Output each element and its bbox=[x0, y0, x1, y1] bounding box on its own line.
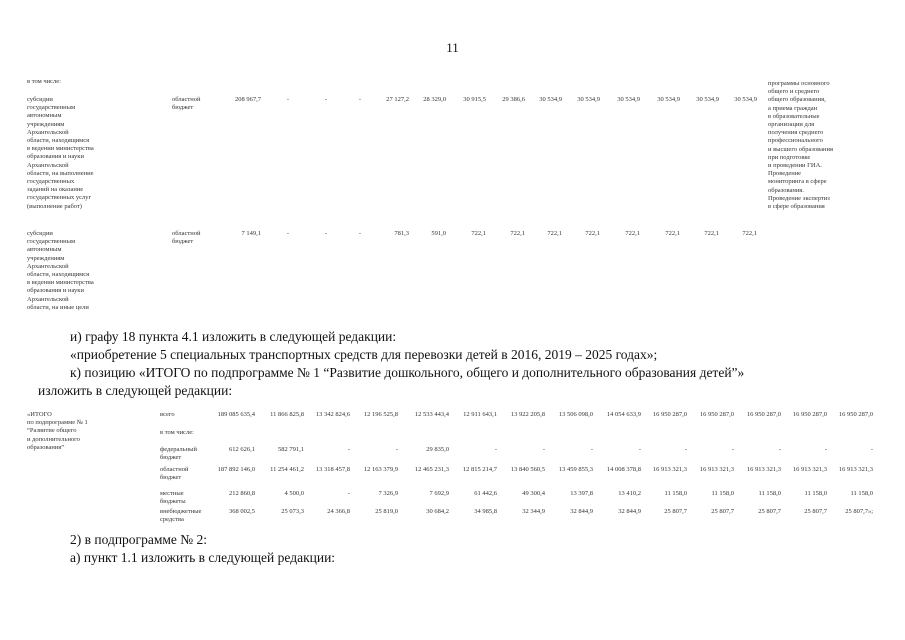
table2-cell: 12 533 443,4 bbox=[414, 411, 449, 418]
table1-row2-value: - bbox=[286, 230, 289, 237]
table2-cell: 16 913 321,3 bbox=[746, 466, 781, 473]
table2-cell: - bbox=[684, 446, 687, 453]
table2-cell: - bbox=[347, 490, 350, 497]
table1-row1-note-line: профессионального bbox=[768, 137, 823, 145]
table2-cell: - bbox=[590, 446, 593, 453]
table1-row1-value: 30 534,9 bbox=[539, 96, 562, 103]
table2-cell: 25 807,7 bbox=[758, 508, 781, 515]
table1-row1-note-line: организации для bbox=[768, 121, 815, 129]
table2-cell: 11 866 825,8 bbox=[270, 411, 304, 418]
table2-row-label-line: бюджет bbox=[160, 474, 182, 482]
table2-cell: 12 163 379,9 bbox=[363, 466, 398, 473]
table1-row1-name-line: области, находящимся bbox=[27, 137, 90, 145]
table1-row1-value: 30 534,9 bbox=[657, 96, 680, 103]
table1-row1-name-line: государственным bbox=[27, 104, 76, 112]
table1-row1-value: 30 915,5 bbox=[463, 96, 486, 103]
paragraph-i-quote: «приобретение 5 специальных транспортных средств для перевозки детей в 2016, 2019 – 2025 годах»; bbox=[70, 347, 658, 362]
table2-cell: 16 913 321,3 bbox=[652, 466, 687, 473]
paragraph-k-line1: к) позицию «ИТОГО по подпрограмме № 1 “Развитие дошкольного, общего и дополнительного образования детей”» bbox=[70, 365, 745, 380]
table1-row1-note-line: Проведение экспертиз bbox=[768, 194, 830, 202]
table2-row-label-line: федеральный bbox=[160, 446, 197, 453]
table1-row1-name-line: Архангельской bbox=[27, 128, 69, 136]
table2-row-label-line: местные bbox=[160, 490, 184, 497]
table2-row-label bbox=[160, 429, 220, 437]
table1-row1-value: 30 534,9 bbox=[617, 96, 640, 103]
table2-cell: - bbox=[731, 446, 734, 453]
table1-row2-name-line: государственным bbox=[27, 238, 76, 246]
table2-cell: - bbox=[824, 446, 827, 453]
table2-cell: 34 985,8 bbox=[474, 508, 497, 515]
table1-row1-note-line: и проведении ГИА. bbox=[768, 162, 822, 170]
table2-cell: 12 815 214,7 bbox=[462, 466, 497, 473]
table2-cell: 16 950 287,0 bbox=[792, 411, 827, 418]
table1-row1-note bbox=[768, 80, 878, 211]
table2-cell: 12 911 643,1 bbox=[463, 411, 497, 418]
table2-cell: - bbox=[494, 446, 497, 453]
table1-row1-name-line: субсидии bbox=[27, 96, 53, 103]
table2-cell: 24 366,8 bbox=[327, 508, 350, 515]
table2-row-label-line: областной bbox=[160, 466, 189, 473]
table1-row1-name-line: области, на выполнение bbox=[27, 169, 94, 177]
table2-cell: 212 860,8 bbox=[229, 490, 255, 497]
table2-title bbox=[27, 411, 137, 452]
table2-cell: 32 344,9 bbox=[522, 508, 545, 515]
table1-row1-name-line: государственных bbox=[27, 178, 75, 186]
table1-row2-value: 781,3 bbox=[394, 230, 409, 237]
table2-title-line: “Развитие общего bbox=[27, 427, 77, 435]
table1-row2-value: 722,1 bbox=[742, 230, 757, 237]
page-number: 11 bbox=[446, 40, 459, 55]
table2-cell: 13 922 205,8 bbox=[510, 411, 545, 418]
table1-row2-value: 722,1 bbox=[704, 230, 719, 237]
table1-row2-value: 7 149,1 bbox=[241, 230, 261, 237]
table2-cell: 11 254 461,2 bbox=[270, 466, 304, 473]
table2-cell: 11 158,0 bbox=[758, 490, 781, 497]
table1-row2-name-line: учреждениям bbox=[27, 254, 65, 262]
table2-cell: - bbox=[347, 446, 350, 453]
table2-cell: 189 085 635,4 bbox=[217, 411, 255, 418]
table2-cell: 14 054 633,9 bbox=[606, 411, 641, 418]
table1-row1-name-line: в ведении министерства bbox=[27, 145, 94, 153]
table2-cell: - bbox=[395, 446, 398, 453]
table1-row1-value: - bbox=[324, 96, 327, 103]
table2-cell: 13 342 824,6 bbox=[315, 411, 350, 418]
table2-cell: 16 950 287,0 bbox=[699, 411, 734, 418]
table1-row1-note-line: и высшего образования bbox=[768, 145, 833, 153]
table2-cell: 16 950 287,0 bbox=[838, 411, 873, 418]
table2-cell: 29 835,0 bbox=[426, 446, 449, 453]
table1-row2-value: 722,1 bbox=[625, 230, 640, 237]
table1-row2-value: - bbox=[324, 230, 327, 237]
table1-row2-name-line: автономным bbox=[27, 246, 62, 254]
table2-row-label-line: всего bbox=[160, 411, 175, 418]
table2-cell: 16 913 321,3 bbox=[838, 466, 873, 473]
table2-cell: 187 892 146,0 bbox=[217, 466, 255, 473]
table1-row1-note-line: а приема граждан bbox=[768, 104, 818, 112]
table2-cell: 25 073,3 bbox=[281, 508, 304, 515]
table2-cell: 11 158,0 bbox=[804, 490, 827, 497]
table2-cell: 11 158,0 bbox=[850, 490, 873, 497]
table2-cell: 12 196 525,8 bbox=[363, 411, 398, 418]
table1-row1-name-line: (выполнение работ) bbox=[27, 202, 82, 210]
table2-cell: 32 844,9 bbox=[618, 508, 641, 515]
table2-row-label-line: средства bbox=[160, 516, 184, 524]
table1-row1-source-line: областной bbox=[172, 96, 201, 103]
table2-cell: 13 318 457,8 bbox=[315, 466, 350, 473]
table2-title-line: «ИТОГО bbox=[27, 411, 52, 418]
table2-cell: 4 500,0 bbox=[284, 490, 304, 497]
table1-lead-label: в том числе: bbox=[27, 78, 61, 85]
table2-cell: - bbox=[638, 446, 641, 453]
table2-title-line: по подпрограмме № 1 bbox=[27, 419, 88, 427]
table2-cell: 13 410,2 bbox=[618, 490, 641, 497]
table1-row1-note-line: получения среднего bbox=[768, 129, 824, 137]
table2-cell: 16 913 321,3 bbox=[792, 466, 827, 473]
table1-row1-value: - bbox=[358, 96, 361, 103]
table1-row1-value: 27 127,2 bbox=[386, 96, 409, 103]
table2-title-line: образования” bbox=[27, 443, 65, 451]
table2-cell: 12 465 231,3 bbox=[414, 466, 449, 473]
table2-cell: 32 844,9 bbox=[570, 508, 593, 515]
table1-row1-note-line: общего образования, bbox=[768, 96, 826, 104]
table1-row1-value: 29 386,6 bbox=[502, 96, 525, 103]
table1-row1-value: 208 967,7 bbox=[235, 96, 261, 103]
table1-row2-name-line: субсидии bbox=[27, 230, 53, 237]
table2-cell: 25 807,7 bbox=[711, 508, 734, 515]
table2-row-label-line: бюджеты bbox=[160, 498, 186, 506]
table2-row-label-line: в том числе: bbox=[160, 429, 194, 436]
table1-row1-note-line: программы основного bbox=[768, 80, 830, 87]
table2-cell: - bbox=[870, 446, 873, 453]
table1-row2-value: 591,0 bbox=[431, 230, 446, 237]
table1-row2-name bbox=[27, 230, 167, 312]
table1-row1-value: 30 534,9 bbox=[734, 96, 757, 103]
table1-row2-name-line: области, находящимся bbox=[27, 271, 90, 279]
table1-row2-value: - bbox=[358, 230, 361, 237]
table1-row2-name-line: образования и науки bbox=[27, 287, 84, 295]
table1-row1-name-line: автономным bbox=[27, 112, 62, 120]
table2-cell: 14 008 378,8 bbox=[606, 466, 641, 473]
table1-row2-value: 722,1 bbox=[585, 230, 600, 237]
table1-row1-source-line: бюджет bbox=[172, 104, 194, 112]
table2-cell: 16 950 287,0 bbox=[746, 411, 781, 418]
table1-row1-note-line: в образовательные bbox=[768, 112, 820, 120]
table1-row1-value: 28 329,0 bbox=[423, 96, 446, 103]
table1-row1-value: 30 534,9 bbox=[577, 96, 600, 103]
table1-row1-name-line: заданий на оказание bbox=[27, 186, 84, 194]
table2-cell: 582 791,1 bbox=[278, 446, 304, 453]
table2-cell: - bbox=[542, 446, 545, 453]
table1-row2-name-line: в ведении министерства bbox=[27, 279, 94, 287]
table1-row1-note-line: общего и среднего bbox=[768, 88, 820, 96]
table1-row1-value: 30 534,9 bbox=[696, 96, 719, 103]
table2-cell: 368 002,5 bbox=[229, 508, 255, 515]
table2-cell: 25 807,7 bbox=[804, 508, 827, 515]
table1-row1-name bbox=[27, 96, 167, 211]
table2-title-line: и дополнительного bbox=[27, 435, 80, 443]
table1-row1-name-line: Архангельской bbox=[27, 161, 69, 169]
paragraph-k-line2: изложить в следующей редакции: bbox=[38, 383, 233, 398]
table2-cell: 612 626,1 bbox=[229, 446, 255, 453]
table2-row-label-line: бюджет bbox=[160, 454, 182, 462]
table2-cell: 13 459 855,3 bbox=[558, 466, 593, 473]
table2-cell: 30 684,2 bbox=[426, 508, 449, 515]
table1-row1-note-line: Проведение bbox=[768, 170, 802, 178]
paragraph-i: и) графу 18 пункта 4.1 изложить в следующей редакции: bbox=[70, 329, 397, 344]
table1-row1-value: - bbox=[286, 96, 289, 103]
table1-row1-note-line: образования. bbox=[768, 186, 804, 194]
table2-cell: - bbox=[778, 446, 781, 453]
table2-cell: 7 692,9 bbox=[429, 490, 449, 497]
table2-cell: 13 840 560,5 bbox=[510, 466, 545, 473]
table1-row2-source-line: бюджет bbox=[172, 238, 194, 246]
table1-row1-name-line: образования и науки bbox=[27, 153, 84, 161]
table2-cell: 25 819,0 bbox=[375, 508, 398, 515]
paragraph-a: а) пункт 1.1 изложить в следующей редакции: bbox=[70, 550, 336, 565]
table2-cell: 25 807,7 bbox=[664, 508, 687, 515]
table1-row2-source-line: областной bbox=[172, 230, 201, 237]
table2-cell: 16 913 321,3 bbox=[699, 466, 734, 473]
table1-row2-name-line: области, на иные цели bbox=[27, 303, 89, 311]
table1-row1-name-line: учреждениям bbox=[27, 120, 65, 128]
table1-row2-value: 722,1 bbox=[510, 230, 525, 237]
table1-row1-note-line: мониторинга в сфере bbox=[768, 178, 827, 186]
table1-row2-value: 722,1 bbox=[665, 230, 680, 237]
table2-cell: 25 807,7»; bbox=[845, 508, 873, 515]
table1-row2-name-line: Архангельской bbox=[27, 295, 69, 303]
table2-cell: 11 158,0 bbox=[664, 490, 687, 497]
table1-row2-value: 722,1 bbox=[471, 230, 486, 237]
table2-cell: 13 397,8 bbox=[570, 490, 593, 497]
table1-row1-name-line: государственных услуг bbox=[27, 194, 92, 202]
table1-row1-note-line: в сфере образования bbox=[768, 203, 825, 211]
table2-cell: 7 326,9 bbox=[378, 490, 398, 497]
paragraph-2: 2) в подпрограмме № 2: bbox=[70, 532, 208, 547]
table2-row-label-line: внебюджетные bbox=[160, 508, 202, 515]
table1-row2-value: 722,1 bbox=[547, 230, 562, 237]
table2-cell: 61 442,6 bbox=[474, 490, 497, 497]
table2-cell: 11 158,0 bbox=[711, 490, 734, 497]
table2-cell: 49 300,4 bbox=[522, 490, 545, 497]
table1-row1-note-line: при подготовке bbox=[768, 153, 811, 161]
table2-cell: 13 506 098,0 bbox=[558, 411, 593, 418]
table1-row2-name-line: Архангельской bbox=[27, 262, 69, 270]
table2-cell: 16 950 287,0 bbox=[652, 411, 687, 418]
